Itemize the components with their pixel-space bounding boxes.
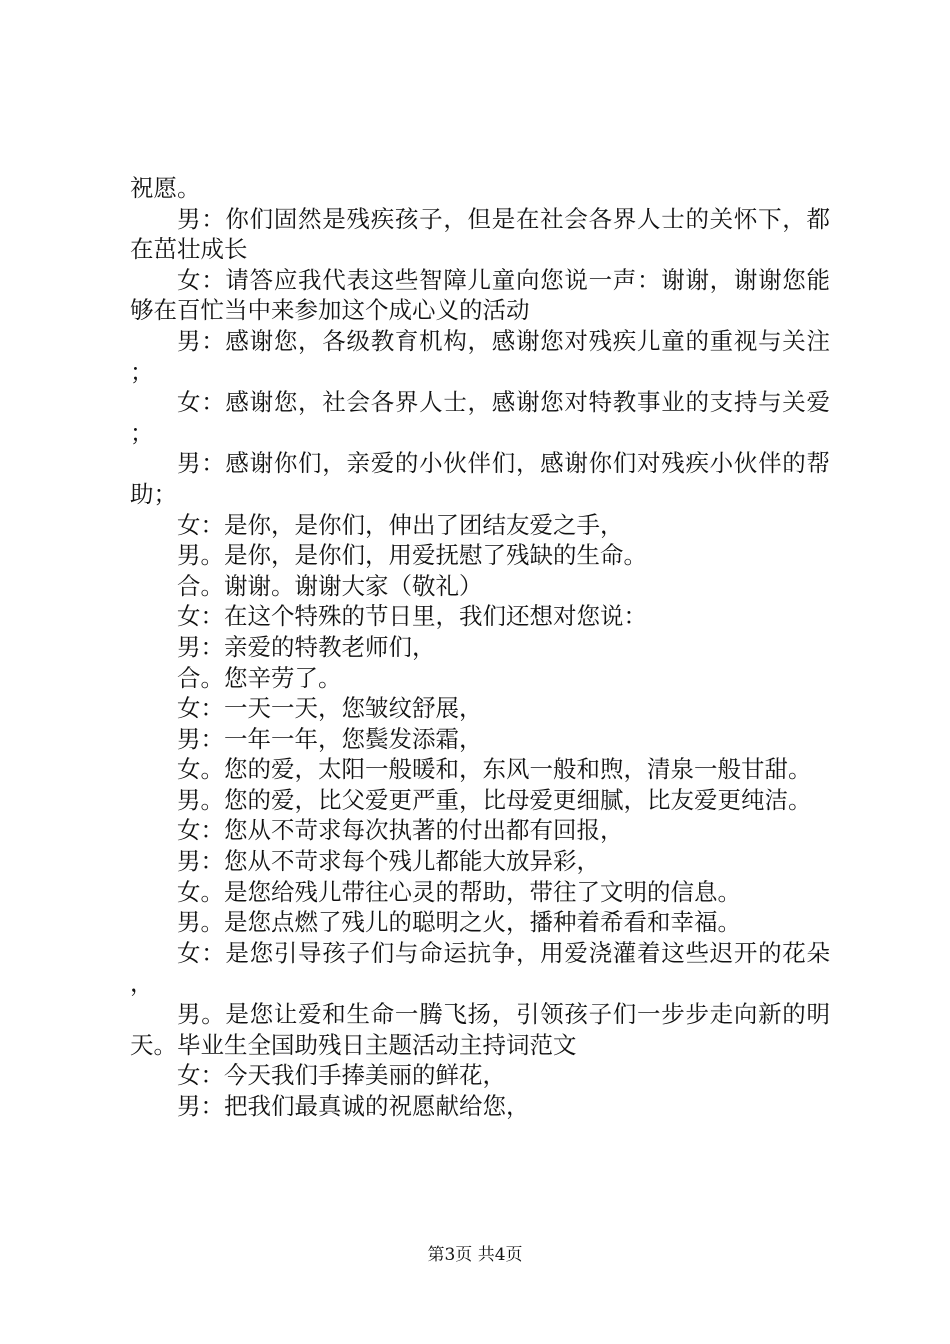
paragraph: 男。是你，是你们，用爱抚慰了残缺的生命。	[177, 541, 647, 570]
paragraph: 女。是您给残儿带往心灵的帮助，带往了文明的信息。	[177, 877, 741, 906]
paragraph: 祝愿。	[130, 174, 201, 202]
document-body	[130, 173, 830, 1121]
paragraph: 女：在这个特殊的节日里，我们还想对您说：	[177, 602, 647, 631]
paragraph: 女：感谢您，社会各界人士，感谢您对特教事业的支持与关爱；	[130, 388, 830, 447]
paragraph: 男：一年一年，您鬓发添霜，	[177, 724, 483, 753]
paragraph: 女：一天一天，您皱纹舒展，	[177, 694, 483, 723]
paragraph: 女：请答应我代表这些智障儿童向您说一声：谢谢，谢谢您能够在百忙当中来参加这个成心义的活动	[130, 265, 830, 325]
paragraph: 合。谢谢。谢谢大家（敬礼）	[177, 571, 483, 600]
paragraph: 男：亲爱的特教老师们，	[177, 632, 436, 661]
page-number-footer: 第3页 共4页	[427, 1245, 523, 1265]
paragraph: 男：感谢你们，亲爱的小伙伴们，感谢你们对残疾小伙伴的帮助；	[130, 449, 830, 508]
paragraph: 女：是您引导孩子们与命运抗争，用爱浇灌着这些迟开的花朵，	[130, 938, 830, 998]
paragraph: 女：今天我们手捧美丽的鲜花，	[177, 1061, 506, 1090]
paragraph: 女：您从不苛求每次执著的付出都有回报，	[177, 816, 624, 845]
paragraph: 女。您的爱，太阳一般暖和，东风一般和煦，清泉一般甘甜。	[177, 755, 812, 784]
paragraph: 男。您的爱，比父爱更严重，比母爱更细腻，比友爱更纯洁。	[177, 785, 812, 814]
paragraph: 男。是您点燃了残儿的聪明之火，播种着希看和幸福。	[177, 908, 741, 937]
paragraph: 女：是你，是你们，伸出了团结友爱之手，	[177, 510, 624, 539]
paragraph: 男：把我们最真诚的祝愿献给您，	[177, 1091, 530, 1120]
paragraph: 男：您从不苛求每个残儿都能大放异彩，	[177, 847, 600, 876]
paragraph: 合。您辛劳了。	[177, 663, 342, 692]
paragraph: 男：你们固然是残疾孩子，但是在社会各界人士的关怀下，都在茁壮成长	[130, 204, 830, 264]
paragraph: 男：感谢您，各级教育机构，感谢您对残疾儿童的重视与关注；	[130, 326, 830, 386]
paragraph: 男。是您让爱和生命一腾飞扬，引领孩子们一步步走向新的明天。毕业生全国助残日主题活动主持词范文	[130, 1000, 830, 1059]
